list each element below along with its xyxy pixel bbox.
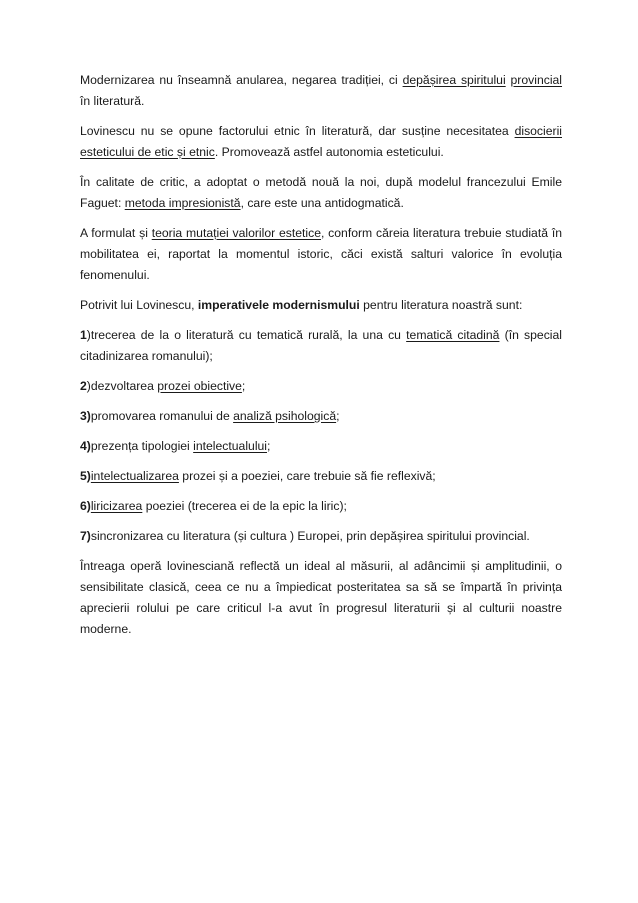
underlined-phrase: depășirea spiritului [402, 73, 506, 87]
item-number: 7) [80, 529, 91, 543]
paragraph-modernizare [80, 70, 562, 112]
text: )dezvoltarea [86, 379, 158, 393]
text: , care este una antidogmatică. [240, 196, 404, 210]
text: poeziei (trecerea ei de la epic la liric); [142, 499, 347, 513]
item-number: 5) [80, 469, 91, 483]
underlined-phrase: provincial [510, 73, 563, 87]
text: ; [241, 379, 246, 393]
underlined-phrase: teoria mutației valorilor estetice [151, 226, 321, 240]
underlined-phrase: analiză psihologică [233, 409, 337, 423]
text: , conform căreia literatura trebuie studiată în mobilitatea ei, raportat la momentul istoric, căci există salturi valorice în evoluția fenomenului. [80, 226, 562, 282]
text: prezența tipologiei [90, 439, 194, 453]
text: promovarea romanului de [90, 409, 234, 423]
text: Modernizarea nu înseamnă anularea, negarea tradiției, ci [80, 73, 403, 87]
list-item-3 [80, 406, 562, 427]
list-item-2 [80, 376, 562, 397]
paragraph-metoda [80, 172, 562, 214]
text: prozei și a poeziei, care trebuie să fie reflexivă; [178, 469, 436, 483]
underlined-phrase: prozei obiective [157, 379, 242, 393]
text: A formulat și [80, 226, 152, 240]
item-number: 1 [80, 328, 87, 342]
list-item-6 [80, 496, 562, 517]
paragraph-teoria-mutatiei [80, 223, 562, 286]
text: pentru literatura noastră sunt: [359, 298, 523, 312]
document-body [80, 70, 562, 649]
paragraph-factor-etnic [80, 121, 562, 163]
underlined-phrase: disocierii esteticului de etic și etnic [80, 124, 562, 159]
underlined-phrase: intelectualizarea [90, 469, 179, 483]
text: (în special citadinizarea romanului); [80, 328, 562, 363]
text: Lovinescu nu se opune factorului etnic în literatură, dar susține necesitatea [80, 124, 515, 138]
text: în literatură. [80, 94, 145, 108]
list-item-5 [80, 466, 562, 487]
text: ; [336, 409, 340, 423]
item-number: 6) [80, 499, 91, 513]
item-number: 2 [80, 379, 87, 393]
text: )trecerea de la o literatură cu tematică rurală, la una cu [86, 328, 407, 342]
list-item-4 [80, 436, 562, 457]
text: În calitate de critic, a adoptat o metodă nouă la noi, după modelul francezului Emile Faguet: [80, 175, 562, 210]
item-number: 4) [80, 439, 91, 453]
text: Potrivit lui Lovinescu, [80, 298, 198, 312]
bold-phrase: imperativele modernismului [197, 298, 360, 312]
paragraph-concluzie: Întreaga operă lovinesciană reflectă un ideal al măsurii, al adâncimii și amplitudinii, o sensibilitate clasică, ceea ce nu a împiedicat posteritatea sa să se împartă în privința aprecierii rolului pe care criticul l-a avut în progresul literaturii și al culturii noastre moderne. [80, 559, 562, 636]
underlined-phrase: metoda impresionistă [124, 196, 241, 210]
underlined-phrase: intelectualului [193, 439, 268, 453]
underlined-phrase: tematică citadină [406, 328, 500, 342]
item-number: 3) [80, 409, 91, 423]
text: . Promovează astfel autonomia esteticului. [214, 145, 444, 159]
text: sincronizarea cu literatura (și cultura ) Europei, prin depășirea spiritului provincial. [90, 529, 530, 543]
list-item-1 [80, 325, 562, 367]
list-item-7 [80, 526, 562, 547]
underlined-phrase: liricizarea [90, 499, 143, 513]
text: ; [267, 439, 271, 453]
paragraph-imperative-intro [80, 295, 562, 316]
